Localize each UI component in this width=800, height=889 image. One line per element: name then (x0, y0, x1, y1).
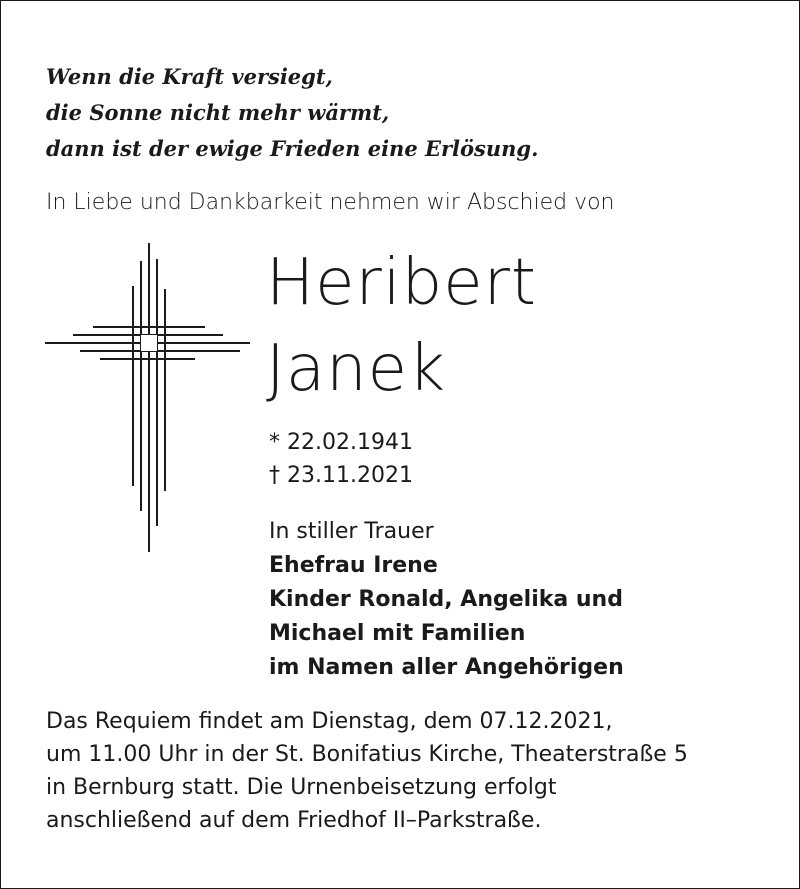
funeral-notice (46, 705, 688, 837)
birth-date: * 22.02.1941 (269, 430, 413, 455)
deceased-first-name: Heribert (266, 246, 537, 320)
poem-line: Wenn die Kraft versiegt, (46, 64, 333, 89)
mourner-line: Kinder Ronald, Angelika und (269, 587, 623, 612)
notice-line: Das Requiem findet am Dienstag, dem 07.12.2021, (46, 709, 613, 734)
poem-line: die Sonne nicht mehr wärmt, (46, 100, 390, 125)
intro-text: In Liebe und Dankbarkeit nehmen wir Abschied von (46, 190, 615, 215)
notice-line: anschließend auf dem Friedhof II–Parkstraße. (46, 808, 542, 833)
mourner-line: Ehefrau Irene (269, 553, 438, 578)
poem-line: dann ist der ewige Frieden eine Erlösung. (46, 136, 539, 161)
poem (46, 59, 538, 167)
mourners-list (269, 549, 624, 685)
life-dates (269, 426, 413, 492)
deceased-last-name: Janek (266, 332, 447, 406)
mourner-line: Michael mit Familien (269, 621, 526, 646)
notice-line: in Bernburg statt. Die Urnenbeisetzung erfolgt (46, 775, 557, 800)
cross-icon (45, 241, 251, 553)
mourning-heading: In stiller Trauer (269, 519, 434, 544)
death-date: † 23.11.2021 (269, 463, 413, 488)
mourner-line: im Namen aller Angehörigen (269, 655, 624, 680)
notice-line: um 11.00 Uhr in der St. Bonifatius Kirche, Theaterstraße 5 (46, 742, 688, 767)
